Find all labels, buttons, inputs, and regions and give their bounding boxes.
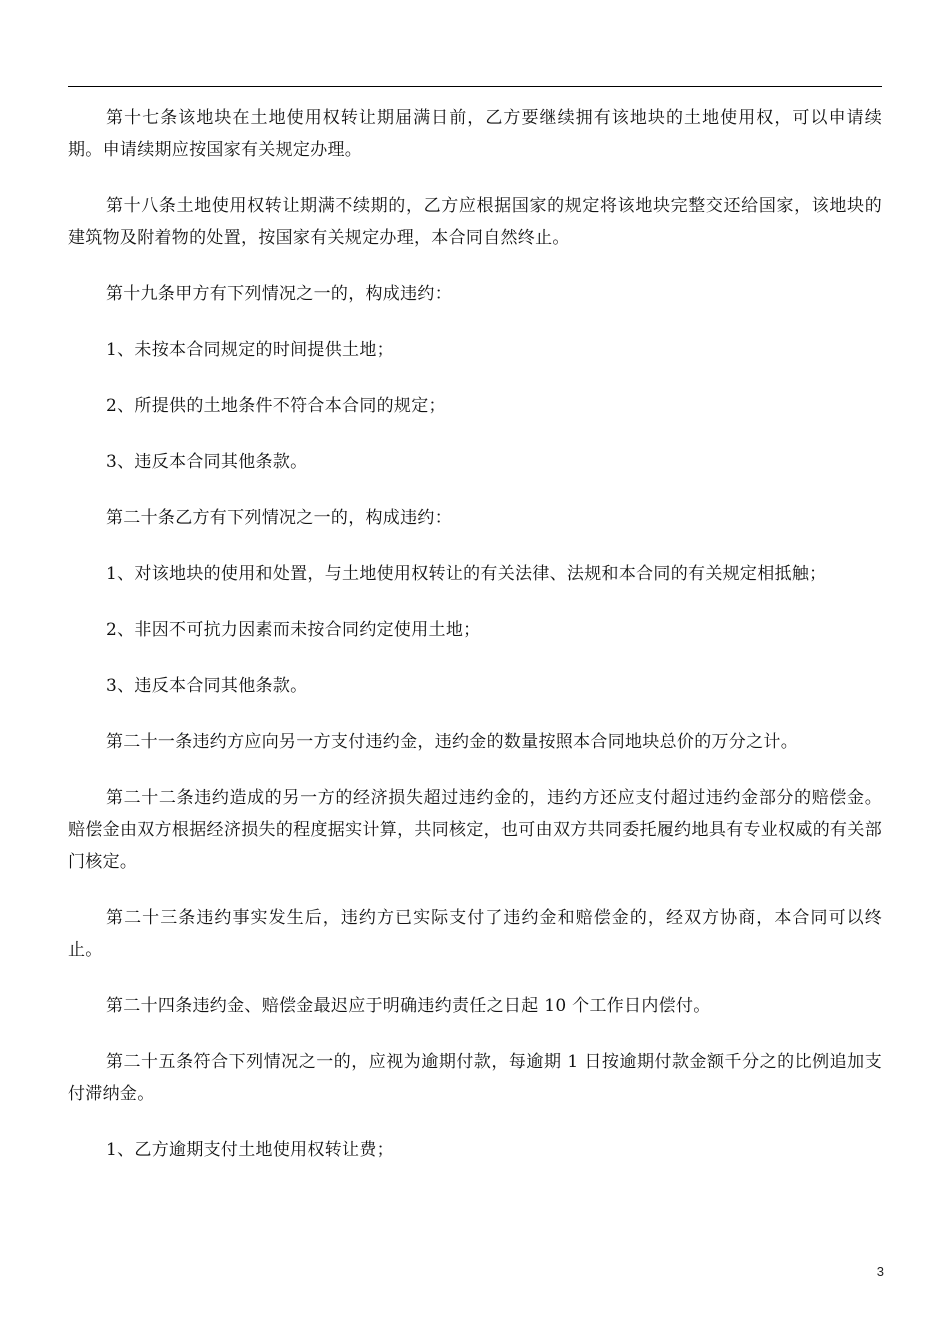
paragraph-article-23: 第二十三条违约事实发生后，违约方已实际支付了违约金和赔偿金的，经双方协商，本合同可以终止。 (68, 908, 882, 960)
list-item: 1、乙方逾期支付土地使用权转让费； (106, 1140, 394, 1160)
list-item: 2、非因不可抗力因素而未按合同约定使用土地； (106, 620, 481, 640)
list-item: 3、违反本合同其他条款。 (106, 676, 308, 696)
page-number: 3 (876, 1264, 884, 1279)
paragraph-article-18: 第十八条土地使用权转让期满不续期的，乙方应根据国家的规定将该地块完整交还给国家，该地块的建筑物及附着物的处置，按国家有关规定办理，本合同自然终止。 (68, 196, 882, 248)
paragraph-article-22: 第二十二条违约造成的另一方的经济损失超过违约金的，违约方还应支付超过违约金部分的赔偿金。赔偿金由双方根据经济损失的程度据实计算，共同核定，也可由双方共同委托履约地具有专业权威的有关部门核定。 (68, 788, 882, 872)
paragraph-article-21: 第二十一条违约方应向另一方支付违约金，违约金的数量按照本合同地块总价的万分之计。 (106, 732, 798, 752)
list-item: 1、未按本合同规定的时间提供土地； (106, 340, 394, 360)
paragraph-article-20: 第二十条乙方有下列情况之一的，构成违约： (106, 508, 452, 528)
list-item: 3、违反本合同其他条款。 (106, 452, 308, 472)
header-rule (68, 86, 882, 87)
paragraph-article-17: 第十七条该地块在土地使用权转让期届满日前，乙方要继续拥有该地块的土地使用权，可以申请续期。申请续期应按国家有关规定办理。 (68, 108, 882, 160)
list-item: 1、对该地块的使用和处置，与土地使用权转让的有关法律、法规和本合同的有关规定相抵触； (106, 564, 827, 584)
list-item: 2、所提供的土地条件不符合本合同的规定； (106, 396, 446, 416)
paragraph-article-25: 第二十五条符合下列情况之一的，应视为逾期付款，每逾期 1 日按逾期付款金额千分之的比例追加支付滞纳金。 (68, 1052, 882, 1104)
paragraph-article-24: 第二十四条违约金、赔偿金最迟应于明确违约责任之日起 10 个工作日内偿付。 (106, 996, 711, 1016)
document-body (68, 102, 882, 1190)
paragraph-article-19: 第十九条甲方有下列情况之一的，构成违约： (106, 284, 452, 304)
